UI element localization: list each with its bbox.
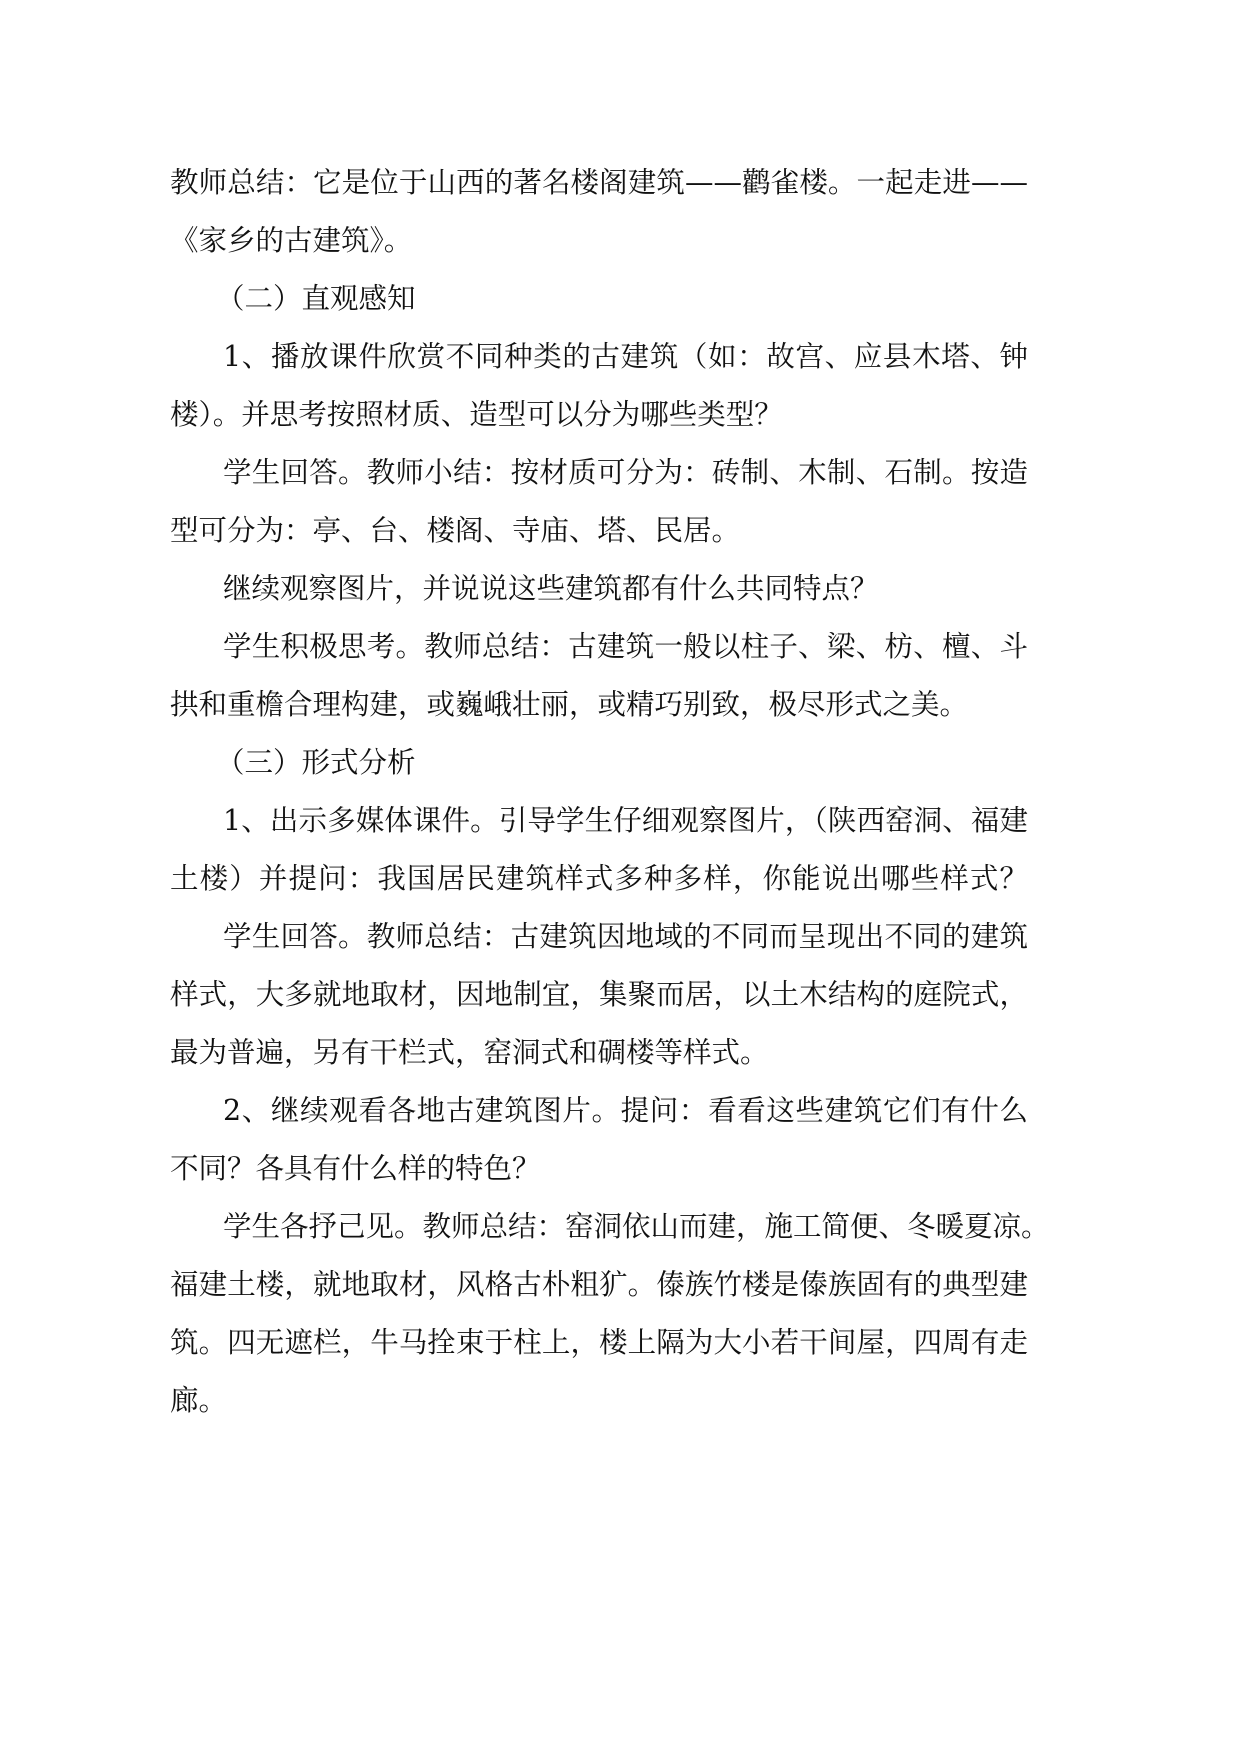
section-heading-3: （三）形式分析: [216, 746, 416, 779]
text-line-2: 《家乡的古建筑》。: [170, 224, 413, 257]
text-line-12: 1、出示多媒体课件。引导学生仔细观察图片，（陕西窑洞、福建: [223, 804, 1028, 837]
text-line-1: 教师总结：它是位于山西的著名楼阁建筑——鹳雀楼。一起走进——: [170, 166, 1028, 199]
text-line-17: 2、继续观看各地古建筑图片。提问：看看这些建筑它们有什么: [223, 1094, 1028, 1127]
text-line-18: 不同？各具有什么样的特色？: [170, 1152, 541, 1185]
text-line-14: 学生回答。教师总结：古建筑因地域的不同而呈现出不同的建筑: [223, 920, 1028, 953]
text-line-19: 学生各抒己见。教师总结：窑洞依山而建，施工简便、冬暖夏凉。: [223, 1210, 1050, 1243]
text-line-4: 1、播放课件欣赏不同种类的古建筑（如：故宫、应县木塔、钟: [223, 340, 1028, 373]
section-heading-2: （二）直观感知: [216, 282, 416, 315]
text-line-9: 学生积极思考。教师总结：古建筑一般以柱子、梁、枋、檀、斗: [223, 630, 1028, 663]
text-line-8: 继续观察图片，并说说这些建筑都有什么共同特点？: [223, 572, 879, 605]
text-line-5: 楼）。并思考按照材质、造型可以分为哪些类型？: [170, 398, 783, 431]
text-line-16: 最为普遍，另有干栏式，窑洞式和碉楼等样式。: [170, 1036, 769, 1069]
text-line-13: 土楼）并提问：我国居民建筑样式多种多样，你能说出哪些样式？: [170, 862, 1028, 895]
text-line-15: 样式，大多就地取材，因地制宜，集聚而居，以土木结构的庭院式，: [170, 978, 1028, 1011]
text-line-22: 廊。: [170, 1384, 228, 1417]
text-line-20: 福建土楼，就地取材，风格古朴粗犷。傣族竹楼是傣族固有的典型建: [170, 1268, 1028, 1301]
text-line-6: 学生回答。教师小结：按材质可分为：砖制、木制、石制。按造: [223, 456, 1028, 489]
text-line-7: 型可分为：亭、台、楼阁、寺庙、塔、民居。: [170, 514, 741, 547]
text-line-21: 筑。四无遮栏，牛马拴束于柱上，楼上隔为大小若干间屋，四周有走: [170, 1326, 1028, 1359]
text-line-10: 拱和重檐合理构建，或巍峨壮丽，或精巧别致，极尽形式之美。: [170, 688, 969, 721]
